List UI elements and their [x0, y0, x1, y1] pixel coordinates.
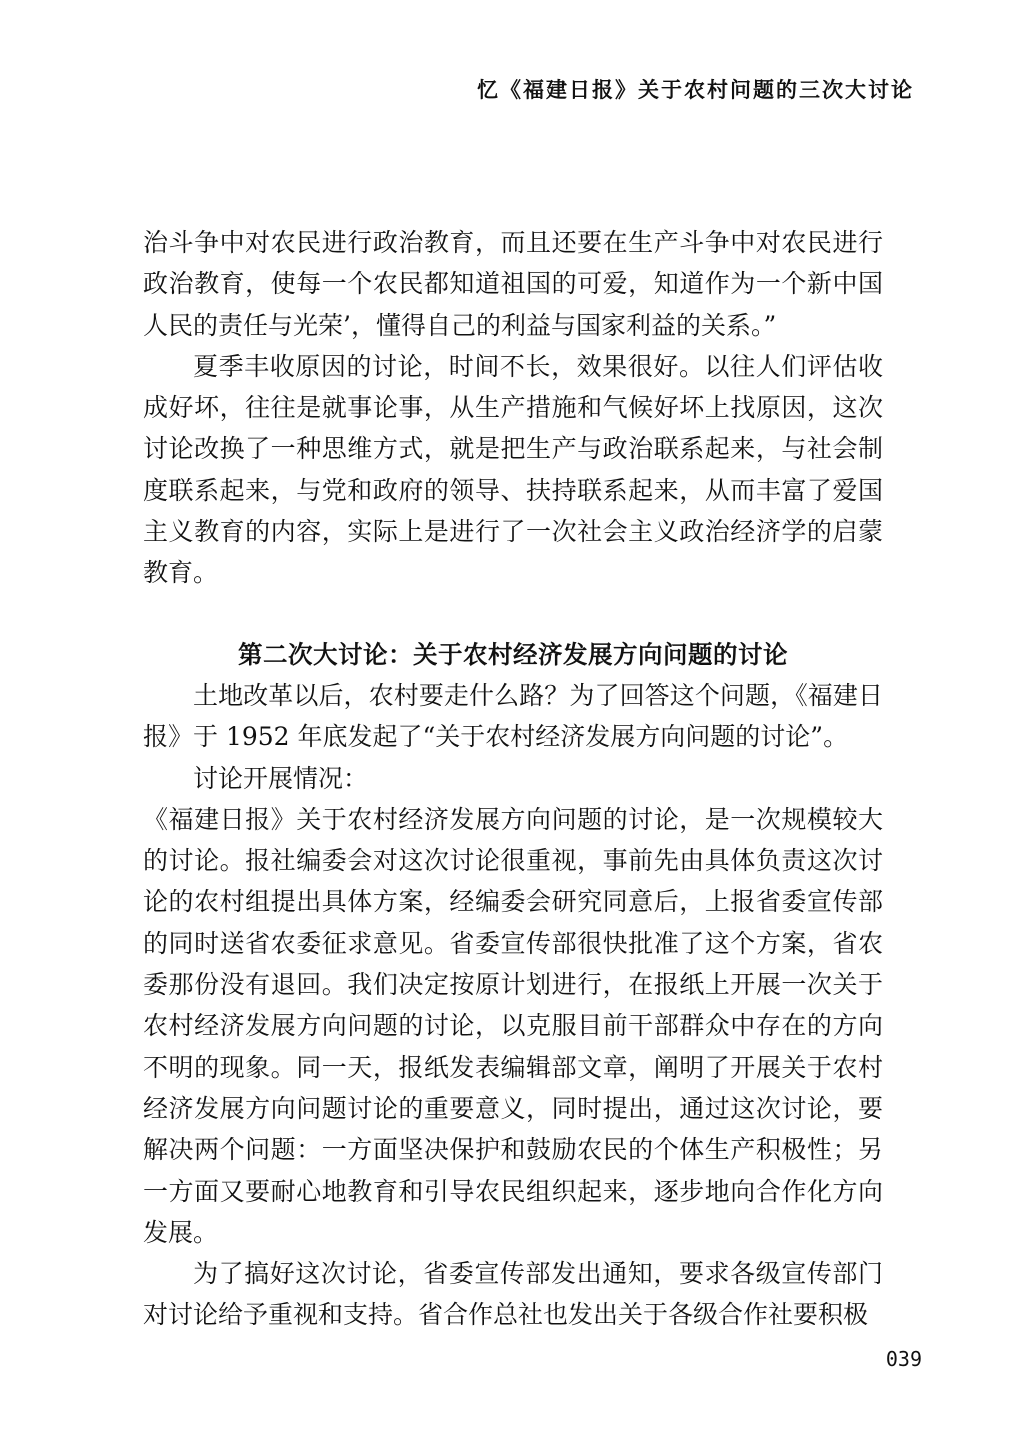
- paragraph: 为了搞好这次讨论，省委宣传部发出通知，要求各级宣传部门对讨论给予重视和支持。省合作总社也发出关于各级合作社要积极: [143, 1259, 883, 1330]
- paragraph: 《福建日报》关于农村经济发展方向问题的讨论，是一次规模较大的讨论。报社编委会对这次讨论很重视，事前先由具体负责这次讨论的农村组提出具体方案，经编委会研究同意后，上报省委宣传部的同时送省农委征求意见。省委宣传部很快批准了这个方案，省农委那份没有退回。我们决定按原计划进行，在报纸上开展一次关于农村经济发展方向问题的讨论，以克服目前干部群众中存在的方向不明的现象。同一天，报纸发表编辑部文章，阐明了开展关于农村经济发展方向问题讨论的重要意义，同时提出，通过这次讨论，要解决两个问题：一方面坚决保护和鼓励农民的个体生产积极性；另一方面又要耐心地教育和引导农民组织起来，逐步地向合作化方向发展。: [143, 804, 883, 1247]
- paragraph: 土地改革以后，农村要走什么路？为了回答这个问题，《福建日报》于 1952 年底发起了“关于农村经济发展方向问题的讨论”。: [143, 680, 883, 752]
- running-header-title: 忆《福建日报》关于农村问题的三次大讨论: [477, 77, 914, 102]
- section-heading: 第二次大讨论：关于农村经济发展方向问题的讨论: [238, 639, 788, 669]
- paragraph: 治斗争中对农民进行政治教育，而且还要在生产斗争中对农民进行政治教育，使每一个农民都知道祖国的可爱，知道作为一个新中国人民的责任与光荣’，懂得自己的利益与国家利益的关系。”: [143, 228, 883, 340]
- page-body: [143, 222, 883, 1336]
- page-number: 039: [885, 1347, 922, 1371]
- paragraph: 夏季丰收原因的讨论，时间不长，效果很好。以往人们评估收成好坏，往往是就事论事，从生产措施和气候好坏上找原因，这次讨论改换了一种思维方式，就是把生产与政治联系起来，与社会制度联系起来，与党和政府的领导、扶持联系起来，从而丰富了爱国主义教育的内容，实际上是进行了一次社会主义政治经济学的启蒙教育。: [143, 351, 883, 588]
- paragraph: 讨论开展情况：: [193, 763, 369, 793]
